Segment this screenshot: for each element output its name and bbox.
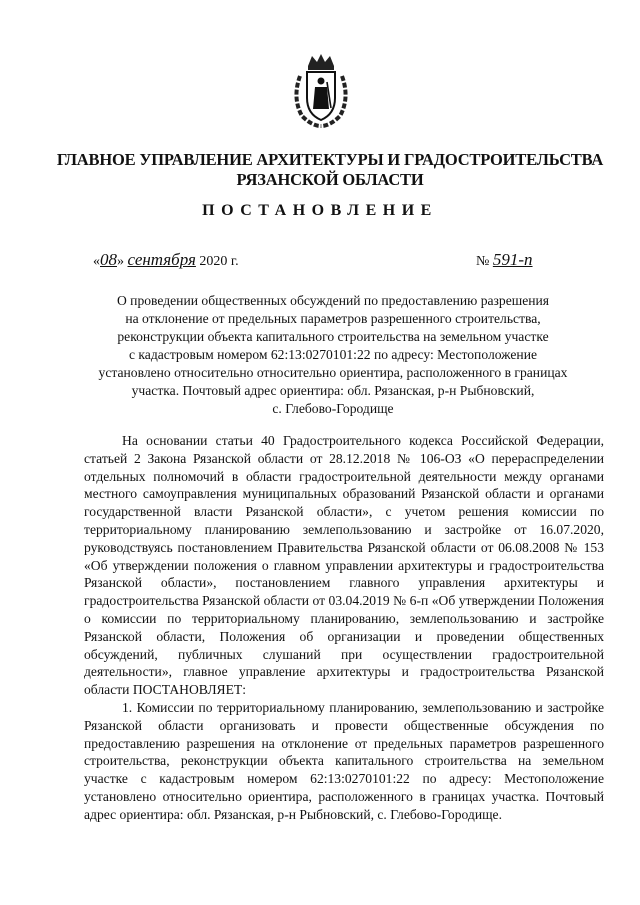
document-body <box>84 432 604 824</box>
date-year: 2020 г. <box>199 254 239 269</box>
subject-line: на отклонение от предельных параметров разрешенного строительства, <box>125 311 541 326</box>
organization-line-2: РЯЗАНСКОЙ ОБЛАСТИ <box>236 170 424 189</box>
date-day: 08 <box>100 250 117 269</box>
document-number <box>476 250 533 270</box>
subject-line: с кадастровым номером 62:13:0270101:22 по адресу: Местоположение <box>128 347 538 362</box>
number-label: № <box>476 254 490 269</box>
document-subject <box>70 292 596 418</box>
number-value: 591-п <box>492 250 533 269</box>
document-type: ПОСТАНОВЛЕНИЕ <box>202 202 438 219</box>
date-month: сентября <box>127 250 196 269</box>
subject-line: с. Глебово-Городище <box>272 401 394 416</box>
organization-line-1: ГЛАВНОЕ УПРАВЛЕНИЕ АРХИТЕКТУРЫ И ГРАДОСТРОИТЕЛЬСТВА <box>56 150 604 169</box>
date-close-quote: » <box>117 254 124 269</box>
date-open-quote: « <box>93 254 100 269</box>
subject-line: О проведении общественных обсуждений по предоставлению разрешения <box>116 293 550 308</box>
subject-line: установлено относительно относительно ориентира, расположенного в границах <box>98 365 568 380</box>
subject-line: реконструкции объекта капитального строительства на земельном участке <box>117 329 549 344</box>
document-date <box>93 250 239 270</box>
subject-line: участка. Почтовый адрес ориентира: обл. Рязанская, р-н Рыбновский, <box>131 383 535 398</box>
item-1-paragraph: 1. Комиссии по территориальному планированию, землепользованию и застройке Рязанской области организовать и провести общественные обсуждения по предоставлению разрешения на отклонение от предельных параметров разрешенного строительства, реконструкции объекта капитального строительства на земельном участке с кадастровым номером 62:13:0270101:22 по адресу: Местоположение установлено относительно ориентира, расположенного в границах участка. Почтовый адрес ориентира: обл. Рязанская, р-н Рыбновский, с. Глебово-Городище. <box>84 699 604 822</box>
organization-name <box>40 150 620 190</box>
ryazan-coat-of-arms-icon <box>290 52 352 128</box>
preamble-paragraph: На основании статьи 40 Градостроительного кодекса Российской Федерации, статьей 2 Закона Рязанской области от 28.12.2018 № 106-ОЗ «О перераспределении отдельных полномочий в области градостроительной деятельности между органами местного самоуправления муниципальных образований Рязанской области и органами государственной власти Рязанской области», с учетом решения комиссии по территориальному планированию землепользованию и застройке от 16.07.2020, руководствуясь постановлением Правительства Рязанской области от 06.08.2008 № 153 «Об утверждении положения о главном управлении архитектуры и градостроительства Рязанской области», постановлением главного управления архитектуры и градостроительства Рязанской области от 03.04.2019 № 6-п «Об утверждении Положения о комиссии по территориальному планированию, землепользованию и застройке Рязанской области, Положения об организации и проведении общественных обсуждений, публичных слушаний при осуществлении градостроительной деятельности», главное управление архитектуры и градостроительства Рязанской области ПОСТАНОВЛЯЕТ: <box>84 433 604 698</box>
